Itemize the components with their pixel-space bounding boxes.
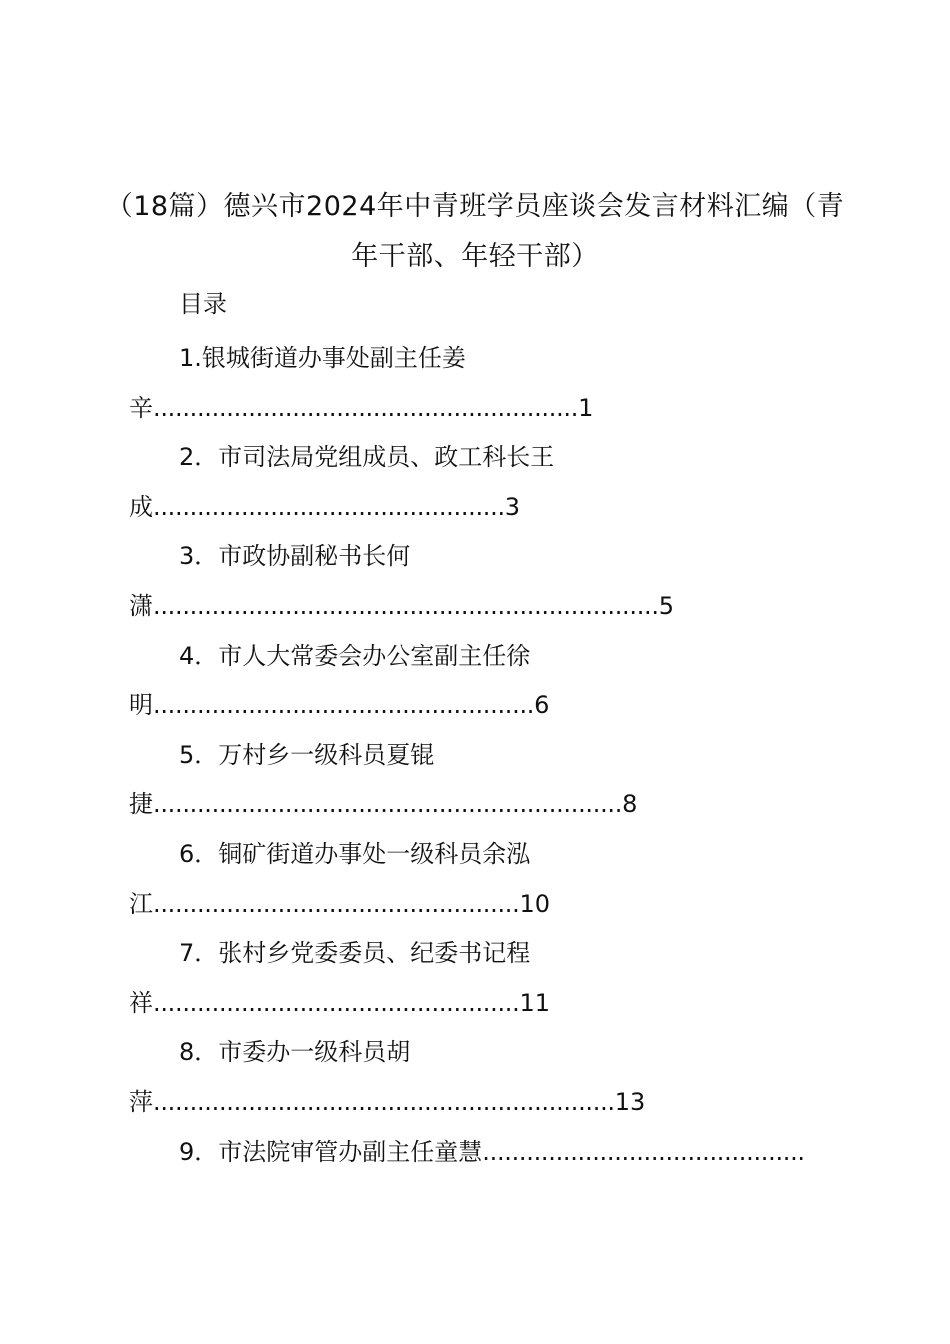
- toc-entry-title: 2．市司法局党组成员、政工科长王成: [129, 443, 555, 521]
- toc-entry[interactable]: [129, 731, 829, 830]
- toc-leader: ..................................................: [153, 889, 520, 918]
- toc-entry-title: 6．铜矿街道办事处一级科员余泓江: [129, 839, 531, 918]
- toc-entry[interactable]: [129, 632, 829, 731]
- toc-entry[interactable]: [129, 532, 829, 631]
- toc-leader: ..........................................................: [153, 393, 579, 422]
- toc-page-number: 8: [622, 790, 638, 819]
- toc-page-number: 6: [534, 691, 550, 720]
- toc-page-number: 3: [504, 492, 521, 521]
- toc-leader: ..................................................: [153, 988, 520, 1017]
- toc-entry[interactable]: [129, 830, 829, 929]
- toc-entry-title: 7．张村乡党委委员、纪委书记程祥: [129, 939, 531, 1017]
- toc-page-number: 1: [578, 393, 594, 422]
- toc-entry[interactable]: [129, 1128, 829, 1178]
- toc-page-number: 11: [519, 988, 550, 1017]
- toc-leader: .....................................................................: [153, 591, 659, 620]
- toc-entry[interactable]: [129, 929, 829, 1028]
- toc-entry-title: 4．市人大常委会办公室副主任徐明: [129, 641, 531, 720]
- toc-leader: ................................................: [153, 492, 505, 521]
- toc-entry[interactable]: [129, 1028, 829, 1127]
- toc-entry-title: 1.银城街道办事处副主任姜辛: [129, 344, 466, 422]
- toc-leader: ............................................: [482, 1137, 805, 1166]
- toc-entry[interactable]: [129, 433, 829, 532]
- table-of-contents: [129, 334, 829, 1177]
- toc-page-number: 5: [658, 591, 674, 620]
- toc-entry-title: 9．市法院审管办副主任童慧: [179, 1137, 483, 1166]
- toc-entry[interactable]: [129, 334, 829, 433]
- document-title: （18篇）德兴市2024年中青班学员座谈会发言材料汇编（青年干部、年轻干部）: [105, 191, 845, 272]
- toc-page-number: 13: [614, 1087, 646, 1116]
- toc-leader: ................................................................: [153, 790, 623, 819]
- toc-page-number: 10: [519, 889, 550, 918]
- toc-leader: ....................................................: [153, 691, 535, 720]
- toc-entry-title: 5．万村乡一级科员夏锟捷: [129, 740, 435, 819]
- toc-entry-title: 8．市委办一级科员胡萍: [129, 1038, 411, 1116]
- toc-heading: 目录: [179, 290, 227, 318]
- toc-leader: ...............................................................: [153, 1087, 615, 1116]
- toc-entry-title: 3．市政协副秘书长何潇: [129, 542, 411, 620]
